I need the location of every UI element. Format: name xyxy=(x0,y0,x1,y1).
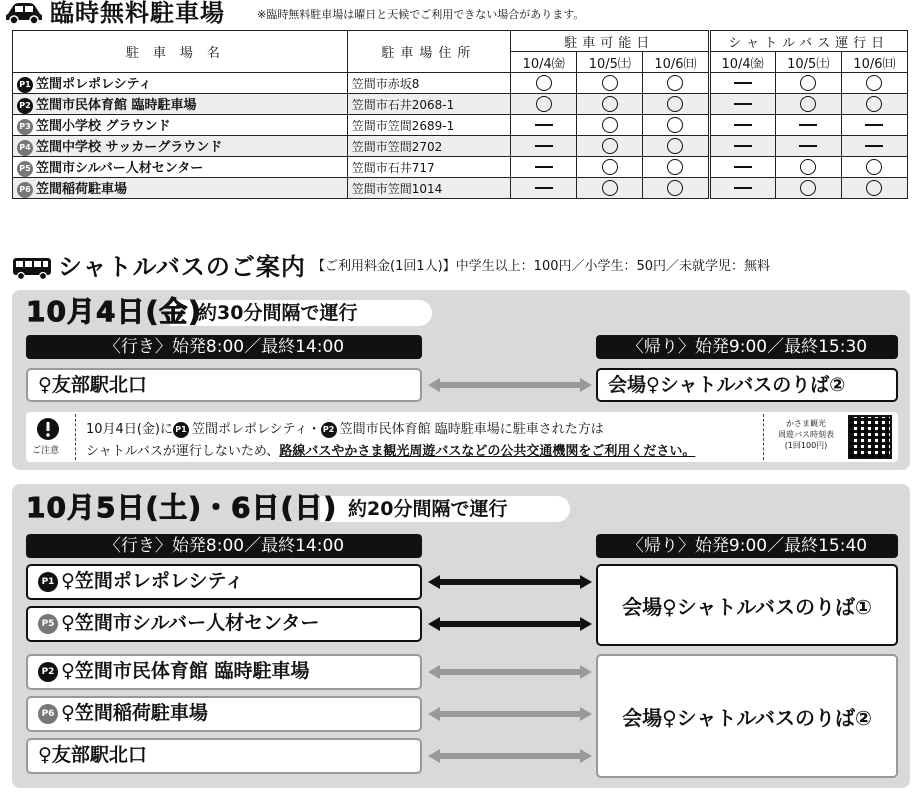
availability-cell xyxy=(643,94,709,115)
bus-stop xyxy=(26,696,422,732)
qr-label: (1回100円) xyxy=(784,441,828,450)
unavailable-mark xyxy=(734,103,752,105)
available-mark xyxy=(536,75,552,91)
available-mark xyxy=(866,96,882,112)
availability-cell xyxy=(511,178,577,199)
date-header: 10/6㈰ xyxy=(643,52,709,73)
parking-name xyxy=(13,178,348,199)
car-icon xyxy=(4,0,44,24)
notice-line2 xyxy=(86,440,695,459)
table-row xyxy=(13,178,908,199)
availability-cell xyxy=(643,157,709,178)
stop-badge: P6 xyxy=(38,704,58,724)
parking-name-text: 笠間市シルバー人材センター xyxy=(36,161,204,177)
day2-venue2: 会場♀シャトルバスのりば② xyxy=(596,654,898,778)
day2-go-times: 〈行き〉始発8:00／最終14:00 xyxy=(26,534,422,558)
unavailable-mark xyxy=(799,124,817,126)
col-group-park: 駐車可能日 xyxy=(511,31,709,52)
bus-stop xyxy=(26,654,422,690)
availability-cell xyxy=(709,73,775,94)
stop-label: ♀笠間ポレポレシティ xyxy=(61,570,244,592)
parking-name-text: 笠間稲荷駐車場 xyxy=(36,182,128,198)
unavailable-mark xyxy=(535,166,553,168)
bus-stop xyxy=(26,564,422,600)
parking-address: 笠間市石井717 xyxy=(347,157,510,178)
parking-note: ※臨時無料駐車場は曜日と天候でご利用できない場合があります。 xyxy=(257,8,585,21)
bus-stop xyxy=(26,606,422,642)
availability-cell xyxy=(643,73,709,94)
parking-name xyxy=(13,94,348,115)
parking-badge: P6 xyxy=(17,182,33,198)
table-row xyxy=(13,115,908,136)
day2-date: 10月5日(土)・6日(日) xyxy=(26,491,338,524)
unavailable-mark xyxy=(734,145,752,147)
available-mark xyxy=(667,117,683,133)
availability-cell xyxy=(709,136,775,157)
notice-line1 xyxy=(86,418,604,438)
available-mark xyxy=(800,75,816,91)
parking-badge: P5 xyxy=(17,161,33,177)
availability-cell xyxy=(775,136,841,157)
warning-icon xyxy=(36,417,60,441)
available-mark xyxy=(667,75,683,91)
availability-cell xyxy=(775,115,841,136)
qr-label: 周遊バス時刻表 xyxy=(778,430,834,439)
day2-interval: 約20分間隔で運行 xyxy=(320,496,570,522)
availability-cell xyxy=(775,73,841,94)
availability-cell xyxy=(775,178,841,199)
notice-text: シャトルバスが運行しないため、 xyxy=(86,444,280,459)
unavailable-mark xyxy=(799,145,817,147)
shuttle-title: シャトルバスのご案内 xyxy=(58,253,306,281)
date-header: 10/4㈮ xyxy=(709,52,775,73)
stop-label: ♀笠間稲荷駐車場 xyxy=(61,702,208,724)
unavailable-mark xyxy=(865,145,883,147)
availability-cell xyxy=(643,136,709,157)
parking-badge: P2 xyxy=(17,98,33,114)
table-row xyxy=(13,157,908,178)
date-header: 10/6㈰ xyxy=(841,52,907,73)
availability-cell xyxy=(709,157,775,178)
available-mark xyxy=(866,180,882,196)
availability-cell xyxy=(511,94,577,115)
qr-code-icon[interactable] xyxy=(848,415,892,459)
available-mark xyxy=(602,180,618,196)
day1-back-times: 〈帰り〉始発9:00／最終15:30 xyxy=(596,335,898,359)
parking-address: 笠間市笠間2702 xyxy=(347,136,510,157)
availability-cell xyxy=(511,136,577,157)
notice-text: 笠間市民体育館 臨時駐車場に駐車された方は xyxy=(339,422,604,437)
bus-stop xyxy=(26,738,422,774)
fare-info: 【ご利用料金(1回1人)】中学生以上：100円／小学生：50円／未就学児：無料 xyxy=(312,259,771,274)
available-mark xyxy=(800,96,816,112)
available-mark xyxy=(667,180,683,196)
parking-address: 笠間市笠間2689-1 xyxy=(347,115,510,136)
stop-label: ♀笠間市民体育館 臨時駐車場 xyxy=(61,660,310,682)
stop-badge: P1 xyxy=(38,572,58,592)
notice-transit-link: 路線バスやかさま観光周遊バスなどの公共交通機関をご利用ください。 xyxy=(279,444,696,459)
parking-address: 笠間市赤坂8 xyxy=(347,73,510,94)
available-mark xyxy=(602,96,618,112)
available-mark xyxy=(800,159,816,175)
parking-table-body xyxy=(13,73,908,199)
notice-label: ご注意 xyxy=(32,446,60,456)
day2-venue1: 会場♀シャトルバスのりば① xyxy=(596,564,898,646)
bidirectional-arrow-icon xyxy=(428,707,592,721)
available-mark xyxy=(866,75,882,91)
unavailable-mark xyxy=(734,187,752,189)
unavailable-mark xyxy=(734,166,752,168)
notice-text: 10月4日(金)に xyxy=(86,422,173,437)
stop-badge: P5 xyxy=(38,614,58,634)
parking-badge: P1 xyxy=(17,77,33,93)
available-mark xyxy=(800,180,816,196)
notice-divider xyxy=(763,414,764,460)
unavailable-mark xyxy=(734,124,752,126)
availability-cell xyxy=(511,157,577,178)
available-mark xyxy=(667,159,683,175)
availability-cell xyxy=(709,115,775,136)
available-mark xyxy=(667,138,683,154)
parking-table xyxy=(12,30,908,199)
bidirectional-arrow-icon xyxy=(428,617,592,631)
bus-icon xyxy=(12,256,52,280)
available-mark xyxy=(602,138,618,154)
stop-badge: P2 xyxy=(38,662,58,682)
bidirectional-arrow-icon xyxy=(428,749,592,763)
parking-address: 笠間市石井2068-1 xyxy=(347,94,510,115)
availability-cell xyxy=(577,157,643,178)
parking-name xyxy=(13,115,348,136)
available-mark xyxy=(536,96,552,112)
availability-cell xyxy=(577,178,643,199)
available-mark xyxy=(667,96,683,112)
p1-badge: P1 xyxy=(173,422,189,438)
col-group-shuttle: シャトルバス運行日 xyxy=(709,31,907,52)
parking-name-text: 笠間市民体育館 臨時駐車場 xyxy=(36,98,197,114)
parking-name-text: 笠間小学校 グラウンド xyxy=(36,119,171,135)
parking-name xyxy=(13,157,348,178)
available-mark xyxy=(602,117,618,133)
availability-cell xyxy=(511,115,577,136)
available-mark xyxy=(866,159,882,175)
availability-cell xyxy=(577,115,643,136)
availability-cell xyxy=(709,94,775,115)
unavailable-mark xyxy=(865,124,883,126)
col-addr: 駐車場住所 xyxy=(347,31,510,73)
bidirectional-arrow-icon xyxy=(428,378,592,392)
day1-from-stop: ♀友部駅北口 xyxy=(26,368,422,402)
date-header: 10/4㈮ xyxy=(511,52,577,73)
notice-divider xyxy=(75,414,76,460)
parking-name xyxy=(13,73,348,94)
page-title: 臨時無料駐車場 xyxy=(50,0,225,27)
availability-cell xyxy=(841,136,907,157)
day2-back-times: 〈帰り〉始発9:00／最終15:40 xyxy=(596,534,898,558)
date-header: 10/5㈯ xyxy=(775,52,841,73)
table-row xyxy=(13,73,908,94)
day1-venue-stop: 会場♀シャトルバスのりば② xyxy=(596,368,898,402)
availability-cell xyxy=(841,157,907,178)
availability-cell xyxy=(841,115,907,136)
qr-label: かさま観光 xyxy=(786,419,826,428)
availability-cell xyxy=(511,73,577,94)
table-row xyxy=(13,94,908,115)
parking-badge: P3 xyxy=(17,119,33,135)
bidirectional-arrow-icon xyxy=(428,665,592,679)
bidirectional-arrow-icon xyxy=(428,575,592,589)
availability-cell xyxy=(577,136,643,157)
unavailable-mark xyxy=(734,82,752,84)
date-header: 10/5㈯ xyxy=(577,52,643,73)
availability-cell xyxy=(841,94,907,115)
availability-cell xyxy=(709,178,775,199)
parking-address: 笠間市笠間1014 xyxy=(347,178,510,199)
available-mark xyxy=(602,159,618,175)
day1-interval: 約30分間隔で運行 xyxy=(170,300,432,326)
day1-date: 10月4日(金) xyxy=(26,295,203,328)
parking-name-text: 笠間中学校 サッカーグラウンド xyxy=(36,140,223,156)
availability-cell xyxy=(643,178,709,199)
day1-go-times: 〈行き〉始発8:00／最終14:00 xyxy=(26,335,422,359)
parking-name xyxy=(13,136,348,157)
stop-label: ♀友部駅北口 xyxy=(38,744,147,766)
available-mark xyxy=(602,75,618,91)
table-row xyxy=(13,136,908,157)
unavailable-mark xyxy=(535,187,553,189)
availability-cell xyxy=(577,94,643,115)
unavailable-mark xyxy=(535,124,553,126)
availability-cell xyxy=(841,73,907,94)
p2-badge: P2 xyxy=(321,422,337,438)
availability-cell xyxy=(775,94,841,115)
availability-cell xyxy=(577,73,643,94)
qr-caption xyxy=(768,418,844,451)
notice-text: 笠間ポレポレシティ・ xyxy=(191,422,321,437)
availability-cell xyxy=(841,178,907,199)
availability-cell xyxy=(775,157,841,178)
col-name: 駐車場名 xyxy=(13,31,348,73)
availability-cell xyxy=(643,115,709,136)
parking-badge: P4 xyxy=(17,140,33,156)
parking-name-text: 笠間ポレポレシティ xyxy=(36,77,152,93)
unavailable-mark xyxy=(535,145,553,147)
stop-label: ♀笠間市シルバー人材センター xyxy=(61,612,320,634)
